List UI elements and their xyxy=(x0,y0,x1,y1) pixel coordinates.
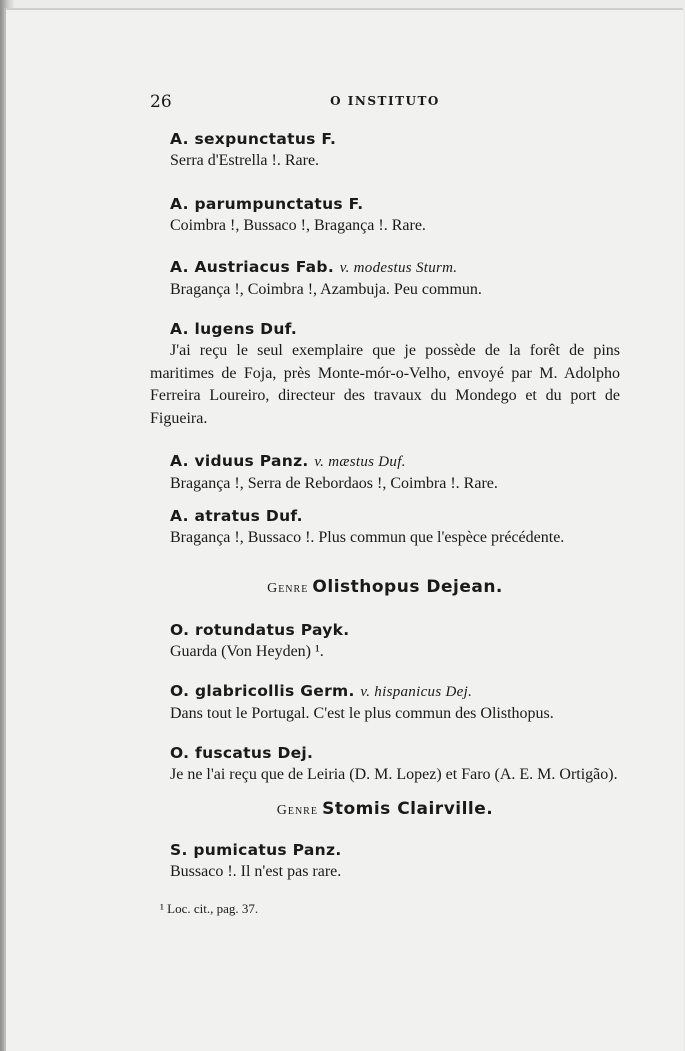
species-entry xyxy=(150,619,620,663)
species-locality: Bragança !, Bussaco !. Plus commun que l'espèce précédente. xyxy=(170,529,565,546)
species-locality: Guarda (Von Heyden) ¹. xyxy=(170,643,324,660)
species-entry xyxy=(150,742,620,787)
species-name: A. sexpunctatus F. xyxy=(170,130,337,148)
species-binomial: A. Austriacus Fab. xyxy=(170,258,335,276)
genus-heading xyxy=(150,797,620,823)
species-variety: v. modestus Sturm. xyxy=(339,260,458,276)
species-variety: v. mæstus Duf. xyxy=(314,454,406,470)
genus-name: Olisthopus Dejean. xyxy=(312,577,503,597)
species-name: S. pumicatus Panz. xyxy=(170,840,342,859)
species-locality: Bussaco !. Il n'est pas rare. xyxy=(170,862,342,880)
species-entry xyxy=(150,839,620,883)
page-header xyxy=(150,92,620,116)
species-entry xyxy=(150,450,620,495)
species-entry xyxy=(150,128,620,172)
species-locality: Bragança !, Coimbra !, Azambuja. Peu commun. xyxy=(170,281,482,298)
species-name: O. rotundatus Payk. xyxy=(170,621,350,639)
footnote: ¹ Loc. cit., pag. 37. xyxy=(160,900,259,916)
species-locality: Dans tout le Portugal. C'est le plus commun des Olisthopus. xyxy=(170,705,554,722)
species-description: J'ai reçu le seul exemplaire que je possède de la forêt de pins maritimes de Foja, près Monte-mór-o-Velho, envoyé par M. Adolpho Ferreira Loureiro, directeur des travaux du Mondego et du port de Figueira. xyxy=(150,342,620,427)
species-binomial: A. viduus Panz. xyxy=(170,452,309,470)
species-entry xyxy=(150,505,620,549)
species-entry xyxy=(150,256,620,301)
running-title: O INSTITUTO xyxy=(330,94,440,108)
species-binomial: O. glabricollis Germ. xyxy=(170,682,355,700)
species-entry xyxy=(150,318,620,430)
species-locality: Bragança !, Serra de Rebordaos !, Coimbra !. Rare. xyxy=(170,475,498,492)
species-name: A. parumpunctatus F. xyxy=(170,195,364,213)
species-entry xyxy=(150,680,620,725)
genus-heading xyxy=(150,575,620,601)
page-number: 26 xyxy=(150,92,172,112)
species-name xyxy=(150,450,620,473)
page-body xyxy=(150,128,620,917)
genus-name: Stomis Clairville. xyxy=(322,798,494,819)
species-variety: v. hispanicus Dej. xyxy=(360,684,473,700)
genus-label: Genre xyxy=(267,581,309,596)
species-entry xyxy=(150,193,620,237)
species-name xyxy=(150,256,620,279)
species-name: A. atratus Duf. xyxy=(170,507,303,525)
genus-label: Genre xyxy=(276,802,318,818)
species-name xyxy=(150,680,620,703)
species-locality: Coimbra !, Bussaco !, Bragança !. Rare. xyxy=(170,217,426,234)
species-name: A. lugens Duf. xyxy=(170,320,298,338)
species-name: O. fuscatus Dej. xyxy=(170,744,314,762)
species-locality: Serra d'Estrella !. Rare. xyxy=(170,152,320,169)
species-description: Je ne l'ai reçu que de Leiria (D. M. Lopez) et Faro (A. E. M. Ortigão). xyxy=(170,766,618,783)
